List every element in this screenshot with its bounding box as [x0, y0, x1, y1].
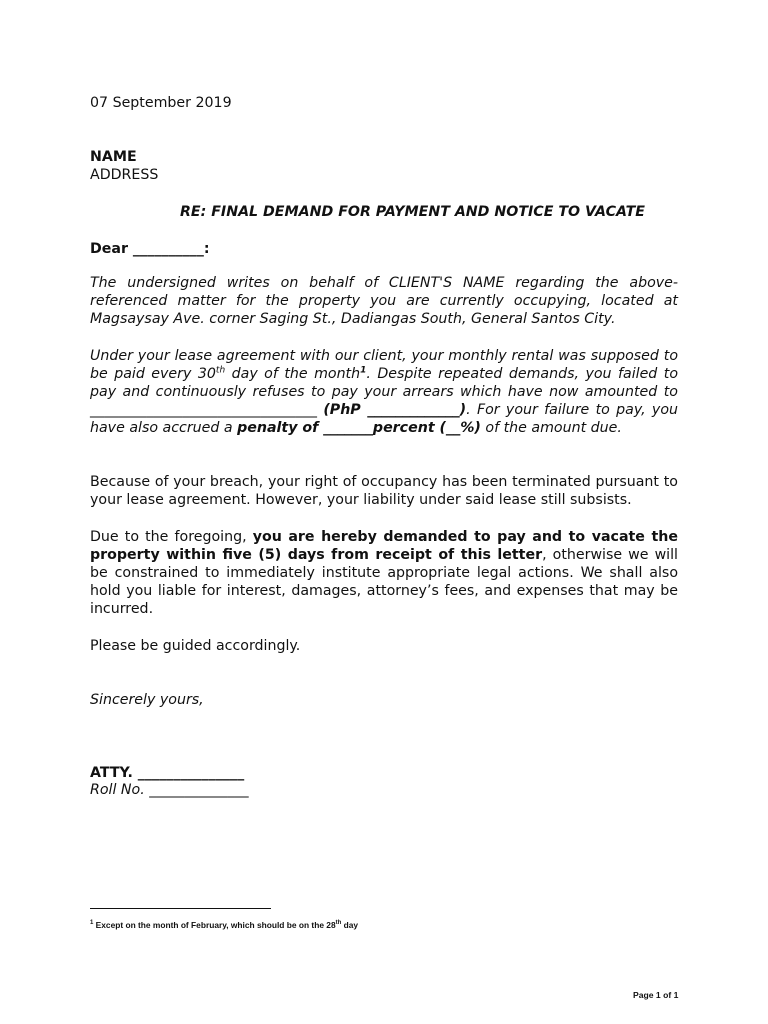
ordinal-suffix: th [215, 365, 226, 376]
paragraph-guidance: Please be guided accordingly. [90, 638, 301, 654]
paragraph-breach: Because of your breach, your right of occupancy has been terminated pursuant to your lease agreement. However, your liability under said lease still subsists. [90, 474, 678, 508]
paragraph-arrears-text-2: day of the month [225, 366, 361, 382]
penalty-blank: penalty of _______percent (__%) [237, 420, 481, 436]
paragraph-arrears-text-4: . For your failure to pay, you have also accrued a [90, 402, 678, 436]
paragraph-intro: The undersigned writes on behalf of CLIENT'S NAME regarding the above-referenced matter for the property you are currently occupying, located at Magsaysay Ave. corner Saging St., Dadiangas South, General Santos City. [90, 275, 678, 327]
subject-line: RE: FINAL DEMAND FOR PAYMENT AND NOTICE TO VACATE [180, 204, 645, 220]
paragraph-demand-text-2: , otherwise we will be constrained to immediately institute appropriate legal actions. We shall also hold you liable for interest, damages, attorney’s fees, and expenses that may be incurred. [90, 547, 678, 617]
paragraph-arrears [90, 347, 678, 437]
php-amount-blank: (PhP _____________) [323, 402, 467, 418]
demand-bold-text: you are hereby demanded to pay and to vacate the property within five (5) days from receipt of this letter [90, 529, 678, 563]
page-number: Page 1 of 1 [633, 990, 679, 1000]
paragraph-arrears-text-1: Under your lease agreement with our client, your monthly rental was supposed to be paid every 30 [90, 348, 678, 382]
letter-date: 07 September 2019 [90, 95, 232, 111]
salutation: Dear __________: [90, 241, 210, 257]
footnote-marker: 1 [90, 920, 94, 927]
paragraph-arrears-text-3: . Despite repeated demands, you failed to pay and continuously refuses to pay your arrears which have now amounted to ________________________________ [90, 366, 679, 418]
recipient-name: NAME [90, 149, 137, 165]
footnote-text-1: Except on the month of February, which should be on the 28 [95, 920, 336, 930]
paragraph-demand [90, 528, 678, 618]
paragraph-arrears-text-5: of the amount due. [480, 420, 622, 436]
footnote-divider [90, 908, 271, 909]
paragraph-demand-text-1: Due to the foregoing, [90, 529, 253, 545]
roll-number: Roll No. ______________ [90, 782, 249, 798]
footnote-text-2: day [341, 920, 359, 930]
footnote-ordinal: th [335, 920, 342, 927]
closing: Sincerely yours, [90, 692, 204, 708]
recipient-address: ADDRESS [90, 167, 159, 183]
footnote [90, 919, 358, 931]
footnote-reference: 1 [360, 365, 367, 376]
signatory: ATTY. _______________ [90, 765, 245, 781]
